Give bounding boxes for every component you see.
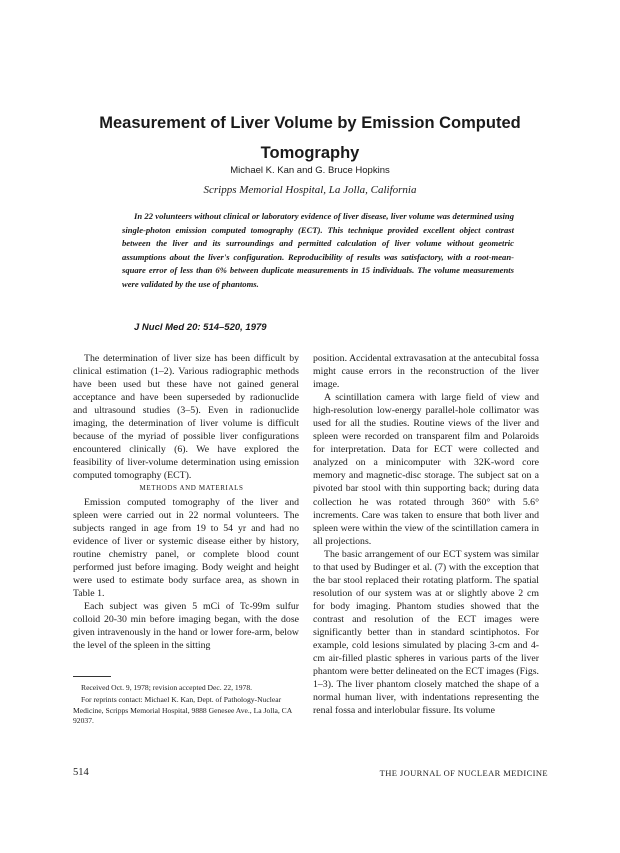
reprints-note: For reprints contact: Michael K. Kan, Dept. of Pathology-Nuclear Medicine, Scripps Memorial Hospital, 9888 Genesee Ave., La Jolla, CA 92037. [73, 695, 292, 725]
methods-paragraph: Each subject was given 5 mCi of Tc-99m sulfur colloid 20-30 min before imaging began, with the dose given intravenously in the hand or lower fore-arm, below the level of the spleen in the sitting [73, 600, 299, 652]
page-number: 514 [73, 767, 89, 778]
affiliation: Scripps Memorial Hospital, La Jolla, California [203, 184, 417, 196]
journal-name: THE JOURNAL OF NUCLEAR MEDICINE [379, 768, 548, 778]
right-column [313, 352, 539, 717]
methods-paragraph: A scintillation camera with large field of view and high-resolution low-energy parallel-hole collimator was used for all the studies. Routine views of the liver and spleen were recorded on transparent film and Polaroids for interpretation. Data for ECT were collected and analyzed on a minicomputer with 32K-word core memory and magnetic-disc storage. The subject sat on a pivoted bar stool with thin supporting back; during data collection he was rotated through 360° with 5.6° increments. Care was taken to ensure that both liver and spleen were within the view of the scintillation camera in all projections. [313, 392, 539, 547]
abstract: In 22 volunteers without clinical or laboratory evidence of liver disease, liver volume was determined using single-photon emission computed tomography (ECT). This technique provided excellent object contrast between the liver and its surroundings and permitted calculation of liver volume without geometric assumptions about the liver's configuration. Reproducibility of results was satisfactory, with a root-mean-square error of less than 6% between duplicate measurements in 15 individuals. The volume measurements were validated by the use of phantoms. [122, 211, 514, 289]
methods-paragraph: Emission computed tomography of the liver and spleen were carried out in 22 normal volunteers. The subjects ranged in age from 19 to 54 yr and had no evidence of liver or systemic disease either by history, routine chemistry panel, or complete blood count performed just before imaging. Body weight and height were used to estimate body surface area, as shown in Table 1. [73, 496, 299, 599]
methods-paragraph: The basic arrangement of our ECT system was similar to that used by Budinger et al. (7) with the exception that the bar stool replaced their rotating platform. The spatial resolution of our system was at or slightly above 2 cm for body imaging. Phantom studies showed that the contrast and resolution of the ECT images were significantly better than in standard scintiphotos. For example, cold lesions simulated by placing 3-cm and 4-cm air-filled plastic spheres in various parts of the liver phantom were better delineated on the ECT images (Figs. 1–3). The liver phantom closely matched the shape of a normal human liver, with indentations representing the renal fossa and interlobular fissure. Its volume [313, 548, 539, 717]
author-line: Michael K. Kan and G. Bruce Hopkins [230, 165, 390, 176]
footnotes [73, 683, 305, 728]
article-title: Measurement of Liver Volume by Emission Computed Tomography [99, 114, 521, 162]
received-note: Received Oct. 9, 1978; revision accepted Dec. 22, 1978. [81, 683, 253, 692]
left-column [73, 352, 299, 652]
intro-paragraph: The determination of liver size has been difficult by clinical estimation (1–2). Various radiographic methods have been used but these have not gained general acceptance and have been superseded by radionuclide and ultrasound studies (3–5). Even in radionuclide imaging, the determination of liver volume is difficult because of the myriad of possible liver configurations encountered clinically (6). We have explored the feasibility of liver-volume determination using emission computed tomography (ECT). [73, 353, 299, 482]
footnote-divider [73, 676, 111, 677]
citation: J Nucl Med 20: 514–520, 1979 [134, 322, 267, 333]
section-heading: METHODS AND MATERIALS [139, 484, 244, 493]
continued-paragraph: position. Accidental extravasation at the antecubital fossa might cause errors in the reconstruction of the liver image. [313, 353, 539, 391]
